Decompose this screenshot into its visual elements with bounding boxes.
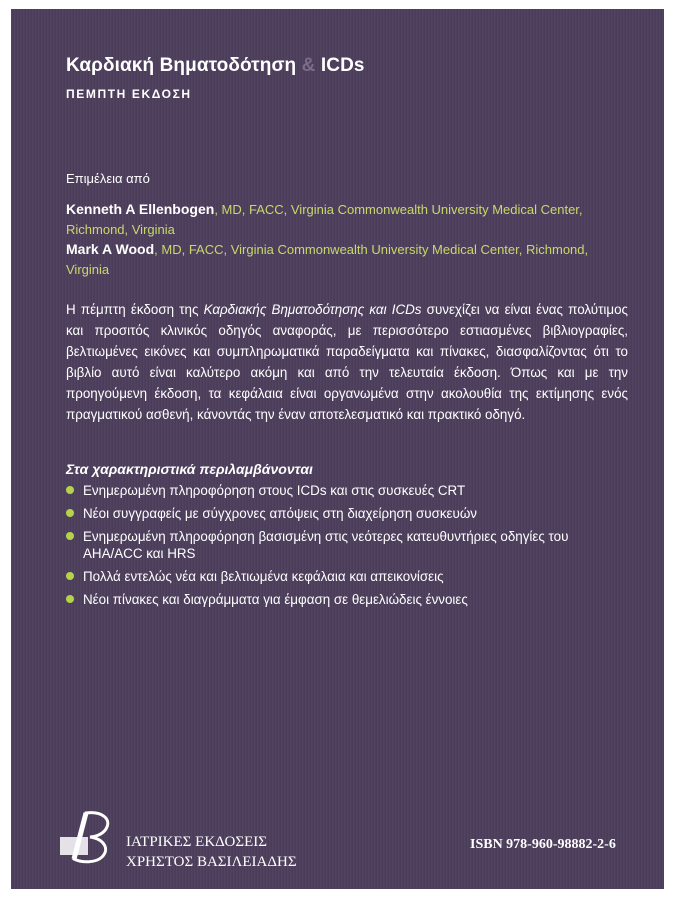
feature-text: Ενημερωμένη πληροφόρηση στους ICDs και στις συσκευές CRT [83,483,466,498]
editor-name: Kenneth A Ellenbogen [66,201,215,217]
title-main: Καρδιακή Βηματοδότηση [66,55,297,76]
feature-item [66,528,631,562]
publisher-name [126,832,297,872]
editor-entry [66,239,606,280]
book-back-cover [11,9,664,889]
publisher-line2: ΧΡΗΣΤΟΣ ΒΑΣΙΛΕΙΑΔΗΣ [126,854,297,870]
editor-affiliation: , MD, FACC, Virginia Commonwealth University Medical Center, Richmond, Virginia [66,202,583,237]
feature-item [66,568,631,585]
editor-entry [66,199,606,240]
description-text: συνεχίζει να είναι ένας πολύτιμος και προσιτός κλινικός οδηγός αναφοράς, με περισσότερο εστιασμένες βιβλιογραφίες, βελτιωμένες εικόνες και συμπληρωματικά παραδείγματα και πίνακες, διασφαλίζοντας ότι το βιβλίο αυτό είναι καλύτερο ακόμη και από την τελευταία έκδοση. Όπως και με την προηγούμενη έκδοση, τα κεφάλαια είναι οργανωμένα στην ακολουθία της εκτίμησης ενός πραγματικού ασθενή, κάνοντάς την έναν αποτελεσματικό και πρακτικό οδηγό. [66,302,628,422]
bullet-icon [66,486,74,494]
feature-text: Νέοι συγγραφείς με σύγχρονες απόψεις στη διαχείρηση συσκευών [83,506,477,521]
publisher-line1: ΙΑΤΡΙΚΕΣ ΕΚΔΟΣΕΙΣ [126,834,267,850]
feature-item [66,482,631,499]
description-italic-title: Καρδιακής Βηματοδότησης και ICDs [203,302,422,317]
bullet-icon [66,509,74,517]
bullet-icon [66,572,74,580]
edition-label: ΠΕΜΠΤΗ ΕΚΔΟΣΗ [66,87,192,101]
bullet-icon [66,595,74,603]
editor-name: Mark A Wood [66,241,155,257]
features-heading: Στα χαρακτηριστικά περιλαμβάνονται [66,461,313,477]
feature-text: Πολλά εντελώς νέα και βελτιωμένα κεφάλαια και απεικονίσεις [83,569,444,584]
feature-item [66,591,631,608]
publisher-logo-icon [56,809,130,865]
title-suffix: ICDs [320,55,365,76]
feature-text: Ενημερωμένη πληροφόρηση βασισμένη στις νεότερες κατευθυντήριες οδηγίες του AHA/ACC και HRS [83,529,569,561]
features-list [66,482,631,614]
book-title [66,55,365,77]
title-ampersand: & [301,55,316,76]
editors-label: Επιμέλεια από [66,171,150,186]
feature-item [66,505,631,522]
bullet-icon [66,532,74,540]
description-text: Η πέμπτη έκδοση της [66,302,204,317]
isbn-number: ISBN 978-960-98882-2-6 [470,837,616,852]
editor-affiliation: , MD, FACC, Virginia Commonwealth University Medical Center, Richmond, Virginia [66,242,589,277]
feature-text: Νέοι πίνακες και διαγράμματα για έμφαση σε θεμελιώδεις έννοιες [83,592,468,607]
book-description [66,299,628,425]
